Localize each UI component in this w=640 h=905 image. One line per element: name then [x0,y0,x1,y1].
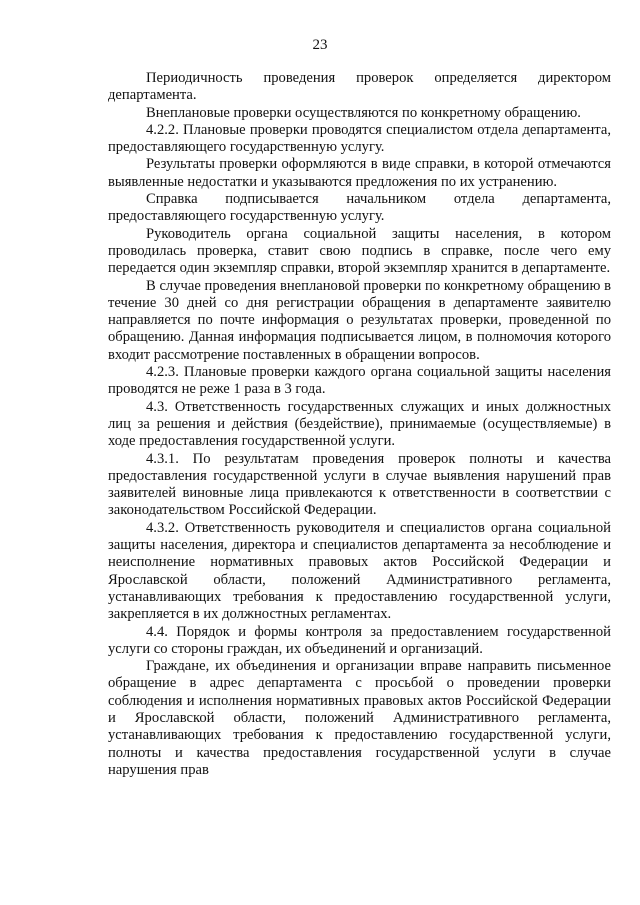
paragraph-4-3: 4.3. Ответственность государственных служащих и иных должностных лиц за решения и действия (бездействие), принимаемые (осуществляемые) в ходе предоставления государственной услуги. [108,398,611,450]
paragraph-certificate-signed: Справка подписывается начальником отдела департамента, предоставляющего государственную услугу. [108,191,611,225]
paragraph-periodicity: Периодичность проведения проверок определяется директором департамента. [108,70,611,104]
document-body [108,70,611,779]
paragraph-4-2-3: 4.2.3. Плановые проверки каждого органа социальной защиты населения проводятся не реже 1 раза в 3 года. [108,364,611,398]
paragraph-4-4: 4.4. Порядок и формы контроля за предоставлением государственной услуги со стороны граждан, их объединений и организаций. [108,623,611,657]
paragraph-4-3-1: 4.3.1. По результатам проведения проверок полноты и качества предоставления государственной услуги в случае выявления нарушений прав заявителей виновные лица привлекаются к ответственности в соответствии с законодательством Российской Федерации. [108,450,611,519]
paragraph-4-2-2: 4.2.2. Плановые проверки проводятся специалистом отдела департамента, предоставляющего государственную услугу. [108,121,611,156]
paragraph-citizens: Граждане, их объединения и организации вправе направить письменное обращение в адрес департамента с просьбой о проведении проверки соблюдения и исполнения нормативных правовых актов Российской Федерации и Ярославской области, положений Административного регламента, устанавливающих требования к предоставлению государственной услуги, полноты и качества предоставления государственной услуги в случае нарушения прав [108,658,611,778]
paragraph-unscheduled-checks: Внеплановые проверки осуществляются по конкретному обращению. [146,104,581,121]
paragraph-4-3-2: 4.3.2. Ответственность руководителя и специалистов органа социальной защиты населения, директора и специалистов департамента за несоблюдение и неисполнение нормативных правовых актов Российской Федерации и Ярославской области, положений Административного регламента, устанавливающих требования к предоставлению государственной услуги, закрепляется в их должностных регламентах. [108,519,611,623]
paragraph-results: Результаты проверки оформляются в виде справки, в которой отмечаются выявленные недостатки и указываются предложения по их устранению. [108,156,611,190]
paragraph-head-signature: Руководитель органа социальной защиты населения, в котором проводилась проверка, ставит свою подпись в справке, после чего ему передается один экземпляр справки, второй экземпляр хранится в департаменте. [108,225,611,277]
page-number: 23 [312,37,328,53]
paragraph-unscheduled-case: В случае проведения внеплановой проверки по конкретному обращению в течение 30 дней со дня регистрации обращения в департаменте заявителю направляется по почте информация о результатах проверки, проведенной по обращению. Данная информация подписывается лицом, в полномочия которого входит рассмотрение поставленных в обращении вопросов. [108,277,611,363]
